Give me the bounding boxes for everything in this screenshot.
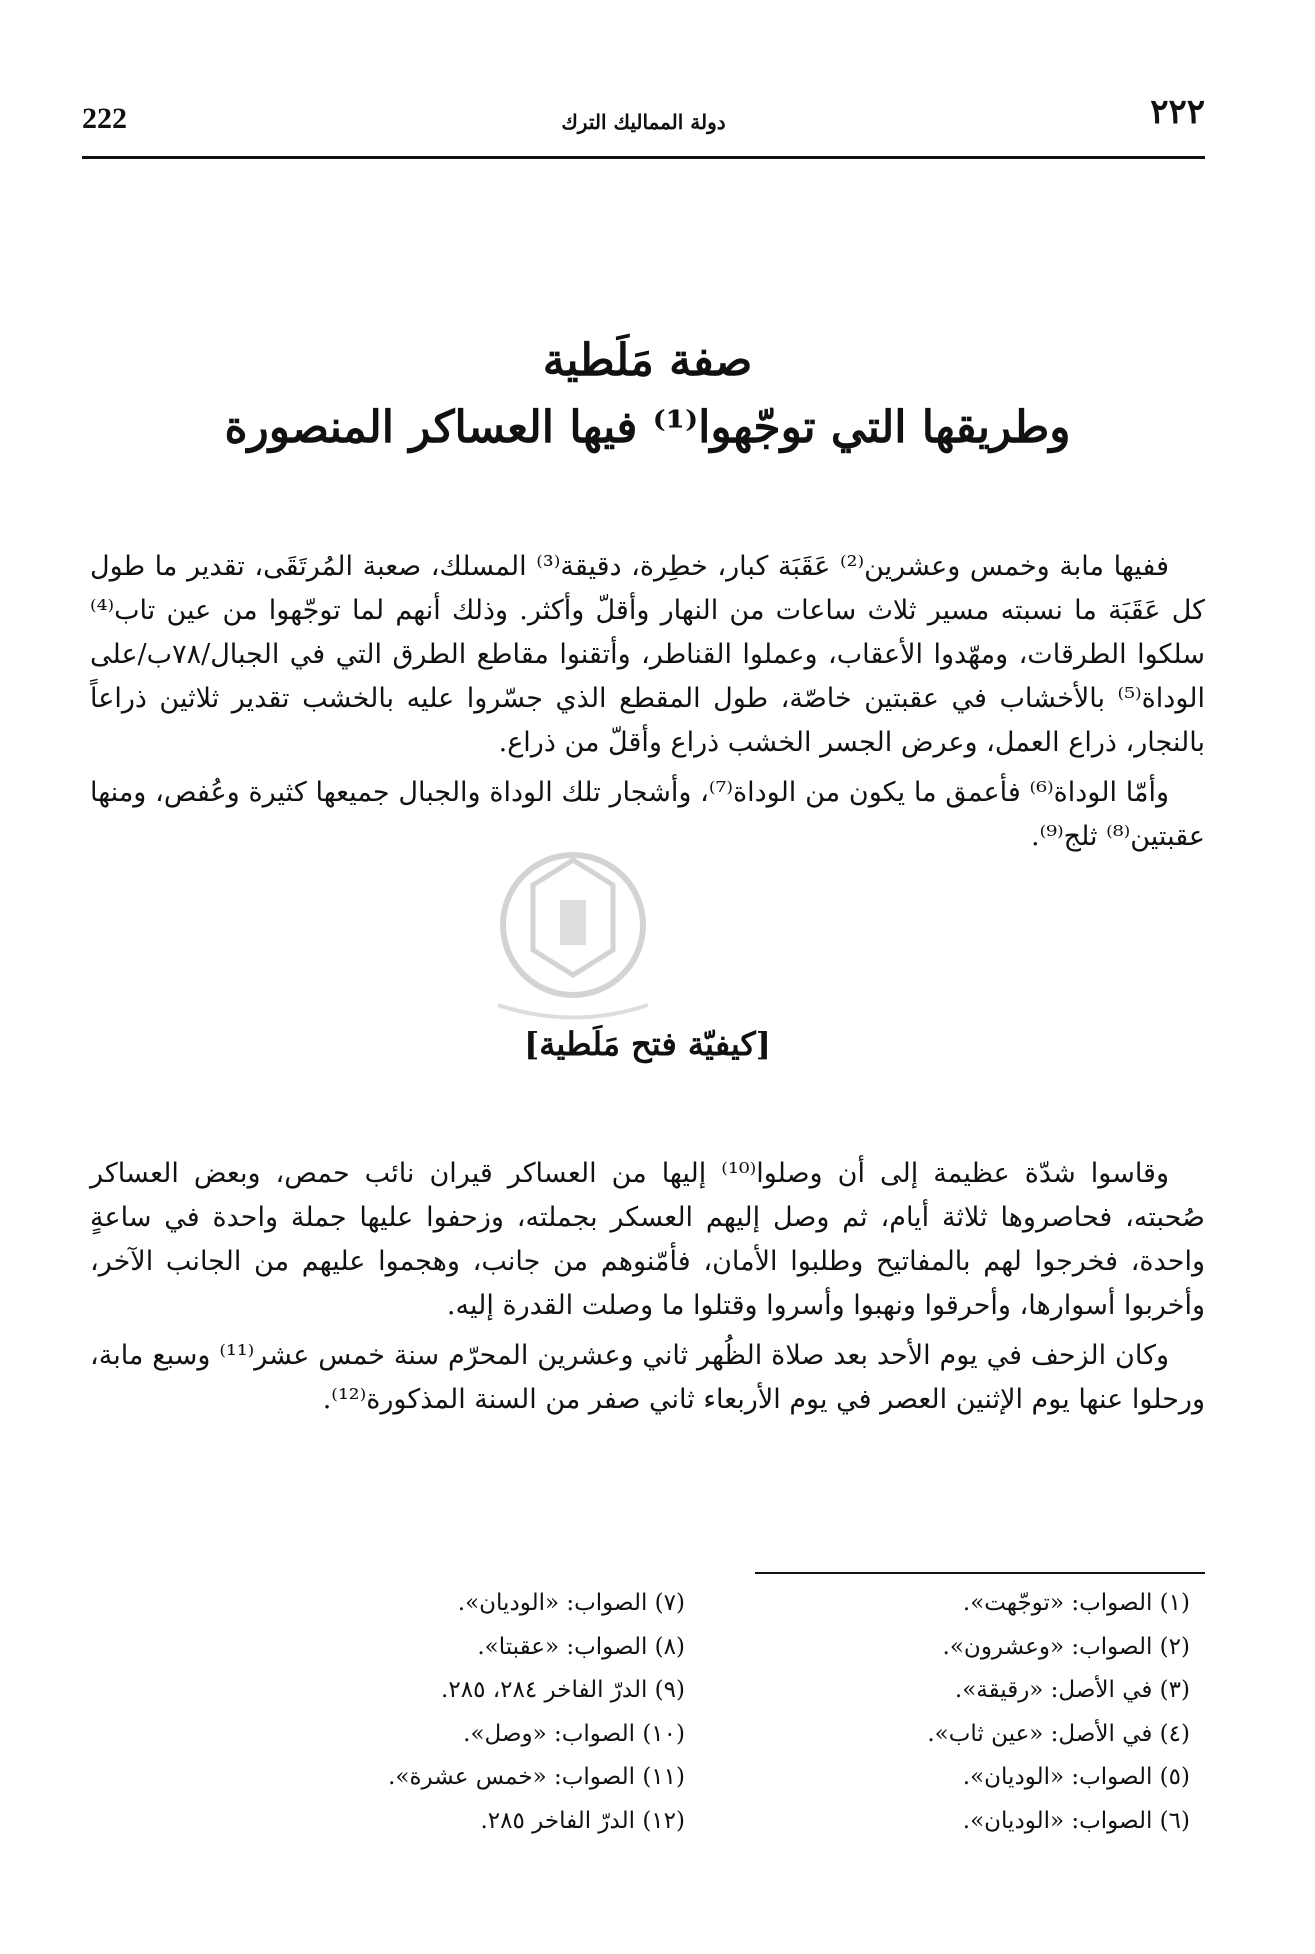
header-rule xyxy=(82,156,1205,159)
chapter-title: صفة مَلَطية xyxy=(542,335,753,386)
chapter-subtitle: وطريقها التي توجّهوا⁽¹⁾ فيها العساكر المنصورة xyxy=(224,402,1071,453)
footnotes-right-column xyxy=(735,1582,1190,1843)
footnote: (٦) الصواب: «الوديان». xyxy=(962,1807,1190,1834)
page-number-latin: 222 xyxy=(82,102,127,135)
footnote-rule xyxy=(755,1572,1205,1574)
page-header xyxy=(82,92,1205,150)
footnote: (٧) الصواب: «الوديان». xyxy=(457,1590,685,1616)
section-heading: [كيفيّة فتح مَلَطية] xyxy=(524,1025,771,1063)
section-two-body xyxy=(90,1152,1205,1428)
footnote: (١) الصواب: «توجّهت». xyxy=(962,1590,1190,1616)
section-one-body xyxy=(90,545,1205,865)
chapter-title-block xyxy=(90,328,1205,462)
paragraph: وأمّا الوداة⁽⁶⁾ فأعمق ما يكون من الوداة⁽⁷⁾، وأشجار تلك الوداة والجبال جميعها كثيرة وعُفص، ومنها عقبتين⁽⁸⁾ ثلج⁽⁹⁾. xyxy=(90,777,1205,852)
footnotes-left-column xyxy=(230,1582,685,1843)
page-number-arabic: ٢٢٢ xyxy=(1150,92,1205,132)
footnote: (٥) الصواب: «الوديان». xyxy=(962,1764,1190,1790)
library-seal-watermark-icon xyxy=(468,830,678,1040)
paragraph: وقاسوا شدّة عظيمة إلى أن وصلوا⁽¹⁰⁾ إليها من العساكر قيران نائب حمص، وبعض العساكر صُحبته، فحاصروها ثلاثة أيام، ثم وصل إليهم العسكر بجملته، وزحفوا عليها جملة واحدة في ساعةٍ واحدة، فخرجوا لهم بالمفاتيح وطلبوا الأمان، فأمّنوهم من جانب، وهجموا عليهم من الجانب الآخر، وأخربوا أسوارها، وأحرقوا ونهبوا وأسروا وقتلوا ما وصلت القدرة إليه. xyxy=(90,1158,1205,1321)
running-title: دولة المماليك الترك xyxy=(561,110,726,134)
footnote: (٨) الصواب: «عقبتا». xyxy=(477,1633,685,1660)
footnotes xyxy=(230,1582,1190,1843)
footnote: (٣) في الأصل: «رقيقة». xyxy=(954,1677,1190,1703)
footnote: (٢) الصواب: «وعشرون». xyxy=(942,1633,1190,1660)
footnote: (١١) الصواب: «خمس عشرة». xyxy=(388,1764,685,1790)
footnote: (٩) الدرّ الفاخر ٢٨٤، ٢٨٥. xyxy=(441,1677,685,1703)
paragraph: ففيها مابة وخمس وعشرين⁽²⁾ عَقَبَة كبار، خطِرة، دقيقة⁽³⁾ المسلك، صعبة المُرتَقَى، تقدير ما طول كل عَقَبَة ما نسبته مسير ثلاث ساعات من النهار وأقلّ وأكثر. وذلك أنهم لما توجّهوا من عين تاب⁽⁴⁾ سلكوا الطرقات، ومهّدوا الأعقاب، وعملوا القناطر، وأتقنوا مقاطع الطرق التي في الجبال/٧٨ب/على الوداة⁽⁵⁾ بالأخشاب في عقبتين خاصّة، طول المقطع الذي جسّروا عليه بالخشب تقدير ثلاثين ذراعاً بالنجار، ذراع العمل، وعرض الجسر الخشب ذراع وأقلّ من ذراع. xyxy=(90,551,1205,758)
footnote: (٤) في الأصل: «عين ثاب». xyxy=(927,1720,1190,1747)
footnote: (١٢) الدرّ الفاخر ٢٨٥. xyxy=(480,1807,685,1834)
footnote: (١٠) الصواب: «وصل». xyxy=(463,1720,685,1747)
paragraph: وكان الزحف في يوم الأحد بعد صلاة الظُهر ثاني وعشرين المحرّم سنة خمس عشر⁽¹¹⁾ وسبع مابة، ورحلوا عنها يوم الإثنين العصر في يوم الأربعاء ثاني صفر من السنة المذكورة⁽¹²⁾. xyxy=(90,1340,1205,1415)
